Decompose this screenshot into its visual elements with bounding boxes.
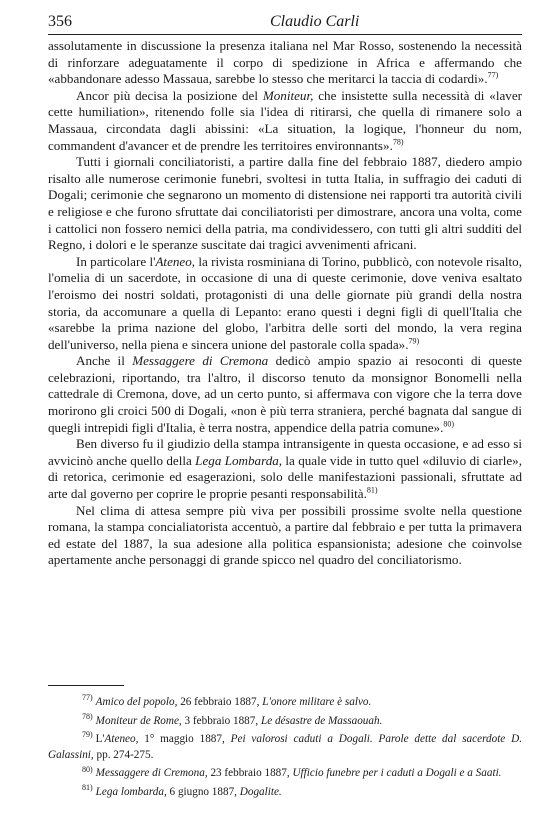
italic-title: Messaggere di Cremona [132,353,269,369]
footnote-text: 6 giugno 1887, [166,785,240,798]
page-header [48,12,522,35]
paragraph-text: che insistette sulla necessità di «laver cette humiliation», ritenendo folle sia l'idea di ritirarsi, che quella di rimanere solo a Massaua, circondata dagli abissini: «La situation, la logique, l'honneur du nom, commandent d'avancer et de prendre les territoires environnants». [48,87,522,153]
footnote [48,732,522,763]
footnote-number: 78) [82,711,93,721]
paragraph-3 [48,154,522,254]
footnote-text: 26 febbraio 1887, [177,696,263,708]
paragraph-text: Ancor più decisa la posizione del [76,87,263,103]
page-number: 356 [48,13,72,30]
paragraph-1 [48,38,522,88]
footnote-text: 1° maggio 1887, [138,733,231,746]
paragraph-text: Anche il [76,353,133,369]
footnote-ref: 81) [366,485,378,495]
footnote-number: 77) [82,693,93,703]
paragraph-2 [48,88,522,154]
source-title: Messaggere di Cremona, [95,767,208,780]
footnote-text: 23 febbraio 1887, [207,767,293,780]
footnote-text: 3 febbraio 1887, [181,714,261,727]
paragraph-text: dedicò ampio spazio ai resoconti di queste celebrazioni, riportando, tra l'altro, il discorso tenuto da monsignor Bonomelli nella cattedrale di Cremona, dove, ad un certo punto, si affermava con vigore che la terra dove morirono gli croici 500 di Dogali, «non è più terra straniera, perché bagnata dal sangue di quegli intrepidi figli d'Italia, è terra nostra, appendice della patria comune». [48,353,522,435]
footnote-ref: 77) [487,70,499,80]
article-title: Dogalite. [239,785,282,798]
paragraph-text: la rivista rosminiana di Torino, pubblicò, con notevole risalto, l'omelia di un sacerdote, in occasione di una di queste cerimonie, dove veniva esaltato l'eroismo dei nostri soldati, protagonisti di una delle giornate più grandi della nostra storia, da accomunare a quella di Lepanto: erano questi i degni figli di quell'Italia che «sarebbe la prima nazione del globo, l'arbitra delle sorti del mondo, la vera regina dell'universo, nella piena e sincera unione del pastorale colla spada». [48,253,522,352]
footnote-number: 80) [82,764,93,774]
paragraph-text: Tutti i giornali conciliatoristi, a partire dalla fine del febbraio 1887, diedero ampio risalto alle numerose cerimonie funebri, svoltesi in tutta Italia, in suffragio dei caduti di Dogali; cerimonie che segnarono un momento di distensione nei rapporti tra autorità civili e religiose e che furono sfruttate dai conciliatoristi per dimostrare, ancora una volta, come i cattolici non fossero nemici della patria, ma condividessero, con tutti gli altri sudditi del Regno, i dolori e le speranze suscitate dai tragici avvenimenti africani. [48,154,522,253]
italic-title: Lega Lombarda, [195,452,283,468]
paragraph-5 [48,353,522,436]
footnote-ref: 78) [392,137,404,147]
paragraph-text: Nel clima di attesa sempre più viva per possibili prossime svolte nella questione romana, la stampa concialiatorista accentuò, a partire dal febbraio e per tutta la primavera ed estate del 1887, la sua adesione alla politica espansionista; adesione che coinvolse apertamente anche personaggi di grande spicco nel quadro del conciliatorismo. [48,502,522,568]
paragraph-text: In particolare l' [76,253,156,269]
article-title: L'onore militare è salvo. [262,696,372,708]
source-title: Lega lombarda, [95,785,167,798]
footnote-ref: 79) [408,336,420,346]
footnote-text: pp. 274-275. [93,748,154,761]
footnote-number: 79) [82,730,93,740]
footnote-text: L' [95,733,105,746]
paragraph-4 [48,254,522,354]
italic-title: Ateneo, [155,253,196,269]
paragraph-text: la quale vide in tutto quel «diluvio di ciarle», di retorica, cerimonie ed esagerazioni, solo delle manifestazioni passionali, sfruttate ad arte dal governo per coprire le proprie pesanti responsabilità. [48,452,522,502]
footnote-separator [48,685,124,686]
article-title: Le désastre de Massaouah. [260,714,383,727]
italic-title: Moniteur, [262,87,314,103]
footnote-number: 81) [82,783,93,793]
article-title: Pei valorosi caduti a Dogali. Parole dette dal sacerdote D. Galassini, [48,733,523,761]
footnote [48,695,522,711]
source-title: Amico del popolo, [95,696,178,708]
body-text [48,38,522,569]
paragraph-6 [48,436,522,502]
article-title: Ufficio funebre per i caduti a Dogali e a Saati. [292,767,502,780]
paragraph-text: Ben diverso fu il giudizio della stampa intransigente in questa occasione, e ad esso si avvicinò anche quello della [48,436,522,468]
footnote [48,766,522,782]
footnote [48,711,522,730]
paragraph-7 [48,503,522,569]
footnotes [48,695,522,804]
footnote [48,785,522,801]
running-title: Claudio Carli [270,13,360,30]
source-title: Moniteur de Rome, [95,714,182,727]
source-title: Ateneo, [104,733,139,746]
footnote-ref: 80) [443,419,455,429]
paragraph-text: assolutamente in discussione la presenza italiana nel Mar Rosso, sostenendo la necessità di rinforzare adeguatamente il corpo di spedizione in Africa e affermando che «abbandonare adesso Massaua, sarebbe lo stesso che meritarci la taccia di codardi». [48,38,522,87]
